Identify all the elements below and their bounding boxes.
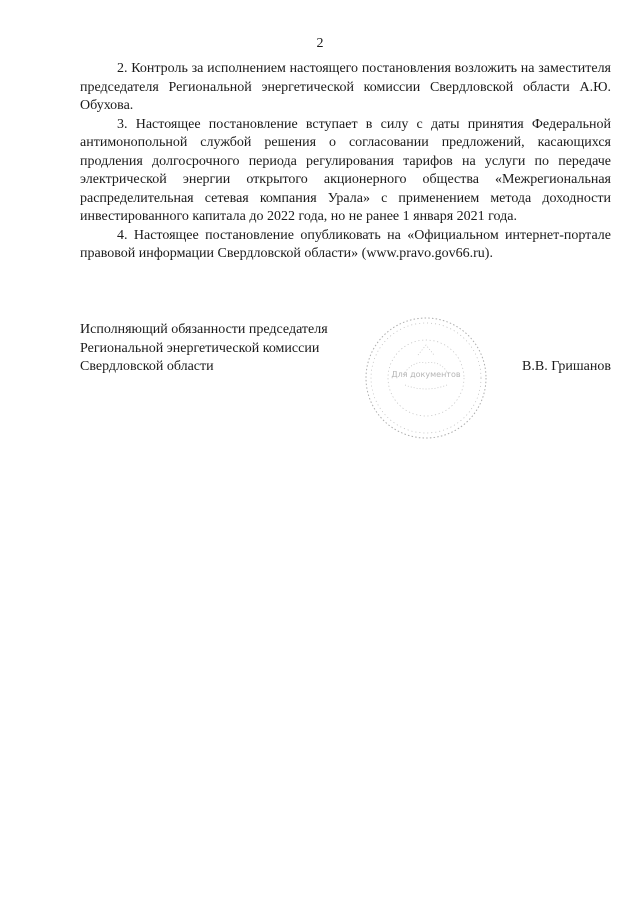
seal-text: Для документов: [391, 370, 461, 379]
signatory-title: [80, 321, 328, 377]
paragraph-4: 4. Настоящее постановление опубликовать на «Официальном интернет-портале правовой информации Свердловской области» (www.pravo.gov66.ru).: [80, 227, 611, 261]
signatory-title-line-1: Исполняющий обязанности председателя: [80, 322, 328, 337]
paragraph-2: 2. Контроль за исполнением настоящего постановления возложить на заместителя председателя Региональной энергетической комиссии Свердловской области А.Ю. Обухова.: [80, 61, 611, 113]
signature-block: [80, 321, 611, 441]
page-number: 2: [316, 36, 324, 51]
document-body: [80, 60, 611, 264]
signatory-name: В.В. Гришанов: [522, 359, 611, 374]
paragraph-3: 3. Настоящее постановление вступает в силу с даты принятия Федеральной антимонопольной службой решения о согласовании предложений, касающихся продления долгосрочного периода регулирования тарифов на услуги по передаче электрической энергии открытого акционерного общества «Межрегиональная распределительная сетевая компания Урала» с применением метода доходности инвестированного капитала до 2022 года, но не ранее 1 января 2021 года.: [80, 116, 611, 224]
signatory-title-line-2: Региональной энергетической комиссии: [80, 340, 320, 356]
signatory-title-line-3: Свердловской области: [80, 359, 214, 374]
official-seal-stamp: [363, 315, 489, 441]
